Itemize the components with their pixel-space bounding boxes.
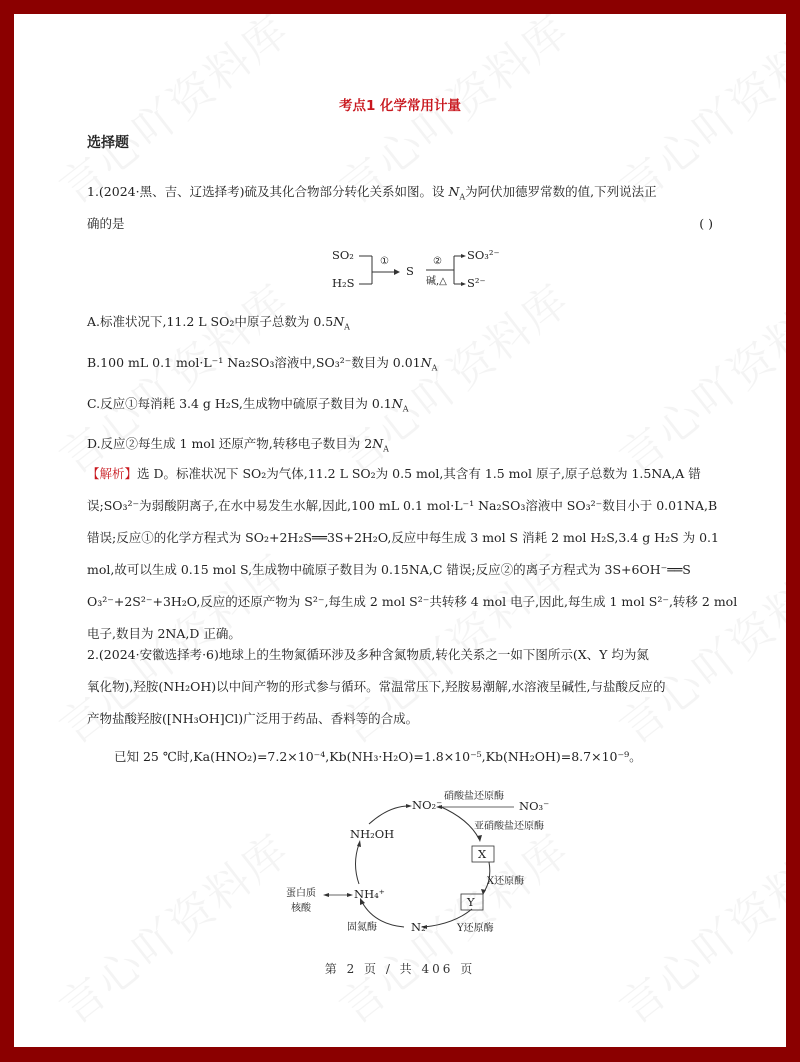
product-so3: SO₃²⁻ — [467, 248, 500, 262]
nitrate-reductase-label: 硝酸盐还原酶 — [444, 791, 504, 802]
intermediate-s: S — [406, 264, 414, 278]
no2-label: NO₂⁻ — [412, 798, 443, 812]
page-title: 考点1 化学常用计量 — [338, 98, 462, 114]
page-indicator: 第 2 页 / 共 406 页 — [324, 962, 476, 976]
step-1-label: ① — [380, 256, 389, 267]
nitrogenase-label: 固氮酶 — [347, 922, 377, 933]
nh4-label: NH₄⁺ — [354, 887, 385, 901]
condition-label: 碱,△ — [426, 276, 447, 287]
nh2oh-label: NH₂OH — [350, 827, 395, 841]
x-box-label: X — [478, 847, 487, 861]
answer-blank: ( ) — [699, 216, 713, 231]
question-2-stem: 2.(2024·安徽选择考·6)地球上的生物氮循环涉及多种含氮物质,转化关系之一如下图所示(X、Y 均为氮 氧化物),羟胺(NH₂OH)以中间产物的形式参与循环。常温常压下,羟胺易潮解,水溶液呈碱性,与盐酸反应的 产物盐酸羟胺([NH₃OH]Cl)广泛用于药品、香料等的合成。 — [87, 647, 666, 726]
analysis-block: 【解析】选 D。标准状况下 SO₂为气体,11.2 L SO₂为 0.5 mol,其含有 1.5 mol 原子,原子总数为 1.5NA,A 错 误;SO₃²⁻为弱酸阴离子,在水中易发生水解,因此,100 mL 0.1 mol·L⁻¹ Na₂SO₃溶液中 SO₃²⁻数目小于 0.01NA,B 错误;反应①的化学方程式为 SO₂+2H₂S══3S+2H₂O,反应中每生成 3 mol S 消耗 2 mol H₂S,3.4 g H₂S 为 0.1 mol,故可以生成 0.15 mol S,生成物中硫原子数目为 0.15NA,C 错误;反应②的离子方程式为 3S+6OH⁻══S O₃²⁻+2S²⁻+3H₂O,反应的还原产物为 S²⁻,每生成 2 mol S²⁻共转移 4 mol 电子,因此,每生成 1 mol S²⁻,转移 2 mol 电子,数目为 2NA,D 正确。 — [87, 466, 738, 641]
nitrite-reductase-label: 亚硝酸盐还原酶 — [474, 821, 544, 832]
q1-stem-text: 1.(2024·黑、吉、辽选择考)硫及其化合物部分转化关系如图。设 — [87, 184, 449, 199]
x-reductase-label: X还原酶 — [487, 876, 525, 887]
y-reductase-label: Y还原酶 — [457, 923, 494, 934]
y-box-label: Y — [467, 895, 475, 909]
reactant-h2s: H₂S — [332, 276, 355, 290]
n2-label: N₂ — [411, 920, 426, 934]
product-s2: S²⁻ — [467, 276, 486, 290]
no3-label: NO₃⁻ — [519, 799, 550, 813]
document-page — [14, 14, 786, 1047]
reactant-so2: SO₂ — [332, 248, 354, 262]
option-d: D.反应②每生成 1 mol 还原产物,转移电子数目为 $2N_A$ — [87, 436, 389, 454]
option-c: C.反应①每消耗 3.4 g H₂S,生成物中硫原子数目为 $0.1N_A$ — [87, 396, 409, 414]
question-1-stem: 1.(2024·黑、吉、辽选择考)硫及其化合物部分转化关系如图。设 $N_A$为阿伏加德罗常数的值,下列说法正 确的是 ( ) — [87, 176, 713, 240]
q1-stem-text-2: 确的是 — [87, 216, 125, 231]
analysis-tag: 【解析】 — [87, 466, 138, 481]
protein-label: 蛋白质 — [286, 888, 316, 899]
option-a: A.标准状况下,11.2 L SO₂中原子总数为 $0.5N_A$ — [87, 314, 350, 332]
section-heading: 选择题 — [87, 135, 129, 151]
option-b: B.100 mL 0.1 mol·L⁻¹ Na₂SO₃溶液中,SO₃²⁻数目为 $0.01N_A$ — [87, 355, 438, 373]
nitrogen-cycle-diagram — [274, 784, 564, 934]
nucleic-acid-label: 核酸 — [291, 903, 311, 914]
question-2-given: 已知 25 ℃时,Ka(HNO₂)=7.2×10⁻⁴,Kb(NH₃·H₂O)=1.8×10⁻⁵,Kb(NH₂OH)=8.7×10⁻⁹。 — [114, 749, 642, 764]
step-2-label: ② — [433, 256, 442, 267]
sulfur-conversion-diagram — [314, 239, 514, 304]
